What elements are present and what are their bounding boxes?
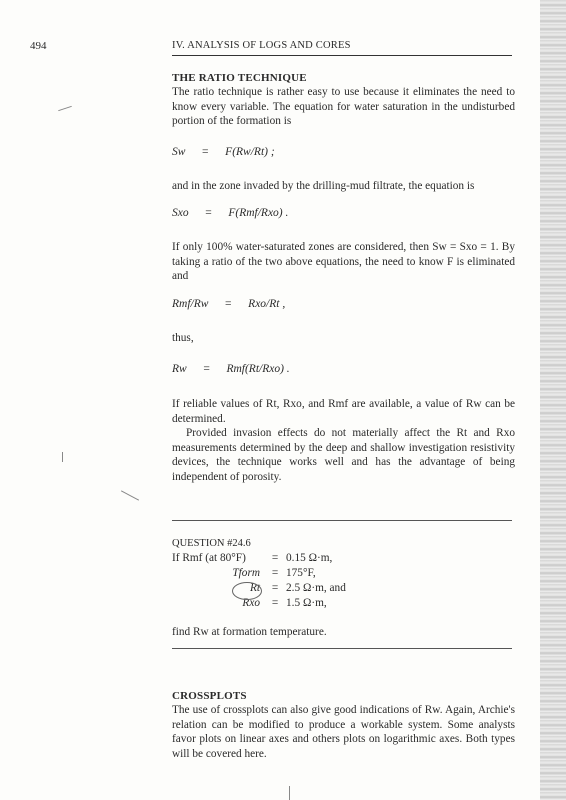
eq1-rhs: F(Rw/Rt) ;: [225, 146, 275, 158]
equation-sw: [172, 146, 275, 158]
scan-mark: [58, 106, 72, 111]
thus-text: thus,: [172, 332, 194, 344]
pencil-circle-mark: [232, 582, 262, 600]
question-bottom-rule: [172, 648, 512, 649]
eq3-rel: =: [225, 298, 232, 310]
equation-sxo: [172, 207, 288, 219]
eq1-rel: =: [202, 146, 209, 158]
given-rel: =: [271, 597, 279, 609]
eq4-rel: =: [203, 363, 210, 375]
section-heading-crossplots: CROSSPLOTS: [172, 690, 247, 702]
given-value: 0.15 Ω·m,: [286, 552, 333, 564]
scan-mark: [121, 490, 139, 500]
scan-mark: [289, 786, 290, 800]
reliable-values-paragraph: If reliable values of Rt, Rxo, and Rmf are available, a value of Rw can be determined.: [172, 398, 515, 425]
given-value: 2.5 Ω·m, and: [286, 582, 346, 594]
question-top-rule: [172, 520, 512, 521]
eq1-lhs: Sw: [172, 146, 186, 158]
crossplots-paragraph: The use of crossplots can also give good indications of Rw. Again, Archie's relation can be modified to produce a workable system. Some analysts favor plots on linear axes and others plots on logarithmic axes. Both types will be covered here.: [172, 704, 515, 760]
running-head: IV. ANALYSIS OF LOGS AND CORES: [172, 40, 351, 51]
given-label: Rxo: [242, 597, 260, 609]
given-label: Rt: [249, 582, 260, 594]
page-number: 494: [30, 40, 47, 52]
eq2-rel: =: [205, 207, 212, 219]
given-row: [172, 596, 346, 611]
given-value: 175°F,: [286, 567, 316, 579]
scanned-page-edge: [540, 0, 566, 800]
invaded-zone-text: and in the zone invaded by the drilling-mud filtrate, the equation is: [172, 180, 475, 192]
given-label: If Rmf (at 80°F): [172, 552, 246, 564]
invasion-effects-paragraph: Provided invasion effects do not materially affect the Rt and Rxo measurements determined by the deep and shallow investigation resistivity devices, the technique works well and has the advantage of being independent of porosity.: [172, 427, 515, 483]
given-value: 1.5 Ω·m,: [286, 597, 327, 609]
eq4-rhs: Rmf(Rt/Rxo) .: [226, 363, 290, 375]
scan-mark: [62, 452, 63, 462]
eq2-lhs: Sxo: [172, 207, 189, 219]
given-row: [172, 566, 346, 581]
given-label: Tform: [232, 567, 260, 579]
question-find-text: find Rw at formation temperature.: [172, 626, 327, 638]
equation-ratio: [172, 298, 285, 310]
eq3-lhs: Rmf/Rw: [172, 298, 209, 310]
eq2-rhs: F(Rmf/Rxo) .: [228, 207, 289, 219]
given-rel: =: [271, 582, 279, 594]
given-rel: =: [271, 552, 279, 564]
eq4-lhs: Rw: [172, 363, 187, 375]
given-row: [172, 551, 346, 566]
question-givens-table: [172, 551, 346, 611]
eq3-rhs: Rxo/Rt ,: [248, 298, 286, 310]
question-title: QUESTION #24.6: [172, 538, 251, 549]
intro-paragraph: The ratio technique is rather easy to use because it eliminates the need to know every variable. The equation for water saturation in the undisturbed portion of the formation is: [172, 86, 515, 127]
header-rule: [172, 55, 512, 56]
given-rel: =: [271, 567, 279, 579]
section-heading-ratio: THE RATIO TECHNIQUE: [172, 72, 307, 84]
equation-rw: [172, 363, 290, 375]
water-saturated-paragraph: If only 100% water-saturated zones are considered, then Sw = Sxo = 1. By taking a ratio of the two above equations, the need to know F is eliminated and: [172, 241, 515, 282]
